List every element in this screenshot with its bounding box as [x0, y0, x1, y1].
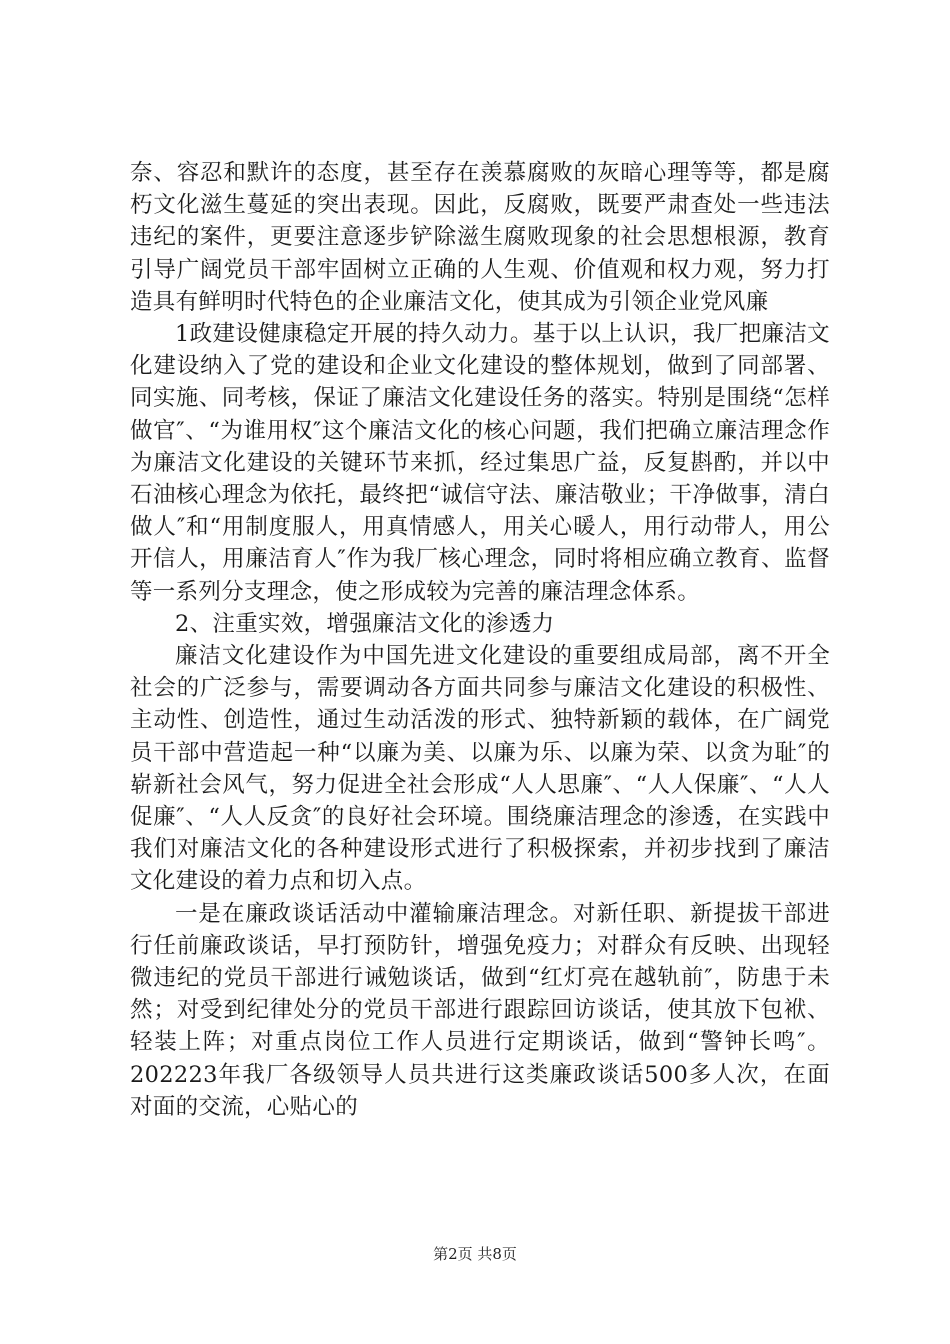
- paragraph-5: 一是在廉政谈话活动中灌输廉洁理念。对新任职、新提拔干部进行任前廉政谈话，早打预防针，增强免疫力；对群众有反映、出现轻微违纪的党员干部进行诫勉谈话，做到“红灯亮在越轨前″，防患于未然；对受到纪律处分的党员干部进行跟踪回访谈话，使其放下包袱、轻装上阵；对重点岗位工作人员进行定期谈话，做到“警钟长鸣″。202223年我厂各级领导人员共进行这类廉政谈话500多人次，在面对面的交流，心贴心的: [130, 900, 830, 1120]
- page-footer: [0, 1243, 950, 1264]
- paragraph-4: 廉洁文化建设作为中国先进文化建设的重要组成局部，离不开全社会的广泛参与，需要调动各方面共同参与廉洁文化建设的积极性、主动性、创造性，通过生动活泼的形式、独特新颖的载体，在广阔党员干部中营造起一种“以廉为美、以廉为乐、以廉为荣、以贪为耻″的崭新社会风气，努力促进全社会形成“人人思廉″、“人人保廉″、“人人促廉″、“人人反贪″的良好社会环境。围绕廉洁理念的渗透，在实践中我们对廉洁文化的各种建设形式进行了积极探索，并初步找到了廉洁文化建设的着力点和切入点。: [130, 643, 830, 895]
- paragraph-2: 1政建设健康稳定开展的持久动力。基于以上认识，我厂把廉洁文化建设纳入了党的建设和企业文化建设的整体规划，做到了同部署、同实施、同考核，保证了廉洁文化建设任务的落实。特别是围绕“怎样做官″、“为谁用权″这个廉洁文化的核心问题，我们把确立廉洁理念作为廉洁文化建设的关键环节来抓，经过集思广益，反复斟酌，并以中石油核心理念为依托，最终把“诚信守法、廉洁敬业；干净做事，清白做人″和“用制度服人，用真情感人，用关心暖人，用行动带人，用公开信人，用廉洁育人″作为我厂核心理念，同时将相应确立教育、监督等一系列分支理念，使之形成较为完善的廉洁理念体系。: [130, 321, 830, 605]
- page-number-label: 第2页 共8页: [433, 1245, 517, 1263]
- paragraph-3-heading: 2、注重实效，增强廉洁文化的渗透力: [175, 610, 555, 637]
- paragraph-1: 奈、容忍和默许的态度，甚至存在羡慕腐败的灰暗心理等等，都是腐朽文化滋生蔓延的突出表现。因此，反腐败，既要严肃查处一些违法违纪的案件，更要注意逐步铲除滋生腐败现象的社会思想根源，教育引导广阔党员干部牢固树立正确的人生观、价值观和权力观，努力打造具有鲜明时代特色的企业廉洁文化，使其成为引领企业党风廉: [130, 160, 830, 315]
- document-body: [130, 157, 830, 1123]
